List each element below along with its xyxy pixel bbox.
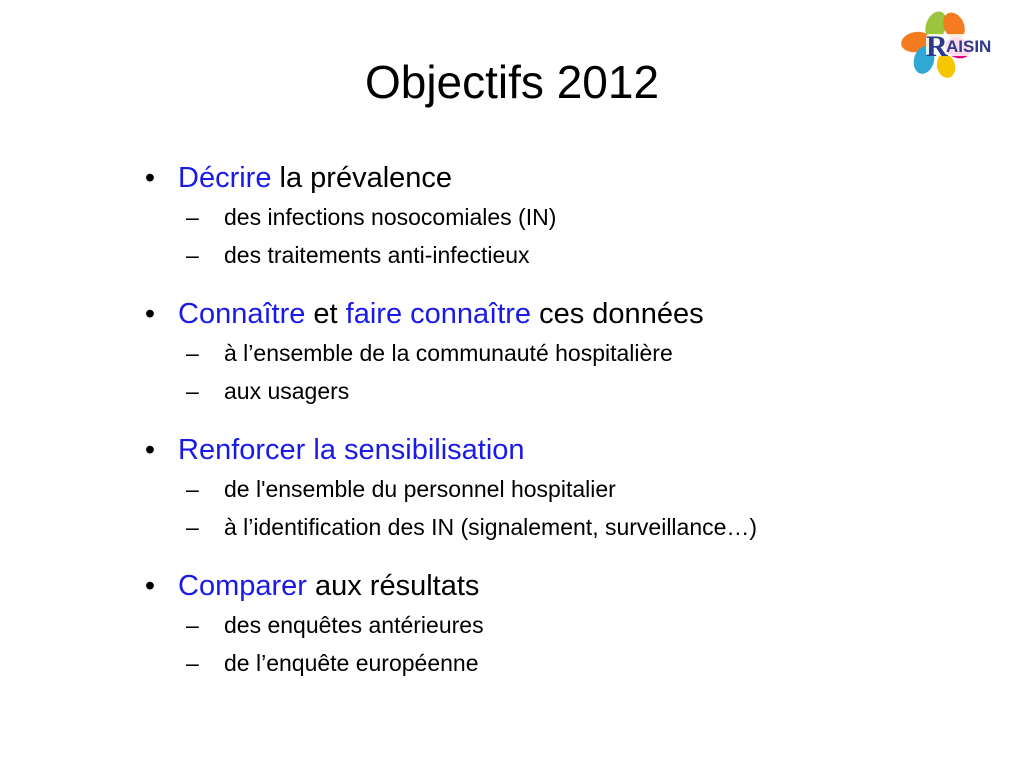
highlighted-text: Comparer bbox=[178, 570, 307, 602]
bullet-heading bbox=[140, 566, 1000, 606]
bullet-dot-icon: • bbox=[144, 298, 156, 330]
sub-item bbox=[140, 470, 1000, 508]
bullet-list bbox=[140, 158, 1000, 702]
bullet-text: la prévalence bbox=[271, 162, 453, 194]
bullet-dot-icon: • bbox=[144, 162, 156, 194]
dash-icon: – bbox=[186, 514, 199, 540]
sub-list bbox=[140, 606, 1000, 682]
bullet-text: ces données bbox=[531, 298, 704, 330]
dash-icon: – bbox=[186, 612, 199, 638]
sub-list bbox=[140, 334, 1000, 410]
raisin-logo-graphic bbox=[896, 8, 1018, 80]
highlighted-text: faire connaître bbox=[345, 298, 532, 330]
sub-item bbox=[140, 606, 1000, 644]
sub-item bbox=[140, 644, 1000, 682]
sub-item-text: à l’identification des IN (signalement, surveillance…) bbox=[224, 514, 758, 540]
dash-icon: – bbox=[186, 650, 199, 676]
sub-item-text: de l’enquête européenne bbox=[224, 650, 479, 676]
dash-icon: – bbox=[186, 340, 199, 366]
sub-item bbox=[140, 508, 1000, 546]
svg-text:AISIN: AISIN bbox=[946, 37, 992, 56]
highlighted-text: Décrire bbox=[178, 162, 272, 194]
sub-item bbox=[140, 236, 1000, 274]
sub-list bbox=[140, 470, 1000, 546]
sub-item-text: des enquêtes antérieures bbox=[224, 612, 484, 638]
sub-list bbox=[140, 198, 1000, 274]
sub-item-text: aux usagers bbox=[224, 378, 350, 404]
sub-item bbox=[140, 198, 1000, 236]
sub-item-text: des traitements anti-infectieux bbox=[224, 242, 530, 268]
bullet-heading bbox=[140, 430, 1000, 470]
bullet-item bbox=[140, 566, 1000, 682]
dash-icon: – bbox=[186, 242, 199, 268]
sub-item-text: à l’ensemble de la communauté hospitalière bbox=[224, 340, 673, 366]
dash-icon: – bbox=[186, 476, 199, 502]
dash-icon: – bbox=[186, 378, 199, 404]
bullet-text: et bbox=[305, 298, 346, 330]
sub-item-text: des infections nosocomiales (IN) bbox=[224, 204, 557, 230]
sub-item bbox=[140, 334, 1000, 372]
raisin-logo bbox=[896, 8, 1018, 80]
bullet-dot-icon: • bbox=[144, 570, 156, 602]
sub-item bbox=[140, 372, 1000, 410]
bullet-text: aux résultats bbox=[306, 570, 480, 602]
bullet-heading bbox=[140, 294, 1000, 334]
dash-icon: – bbox=[186, 204, 199, 230]
slide-title: Objectifs 2012 bbox=[364, 56, 660, 108]
bullet-heading bbox=[140, 158, 1000, 198]
bullet-item bbox=[140, 158, 1000, 274]
svg-text:R: R bbox=[926, 30, 948, 63]
highlighted-text: Renforcer la sensibilisation bbox=[178, 434, 525, 466]
bullet-dot-icon: • bbox=[144, 434, 156, 466]
sub-item-text: de l'ensemble du personnel hospitalier bbox=[224, 476, 616, 502]
highlighted-text: Connaître bbox=[178, 298, 306, 330]
bullet-item bbox=[140, 430, 1000, 546]
bullet-item bbox=[140, 294, 1000, 410]
